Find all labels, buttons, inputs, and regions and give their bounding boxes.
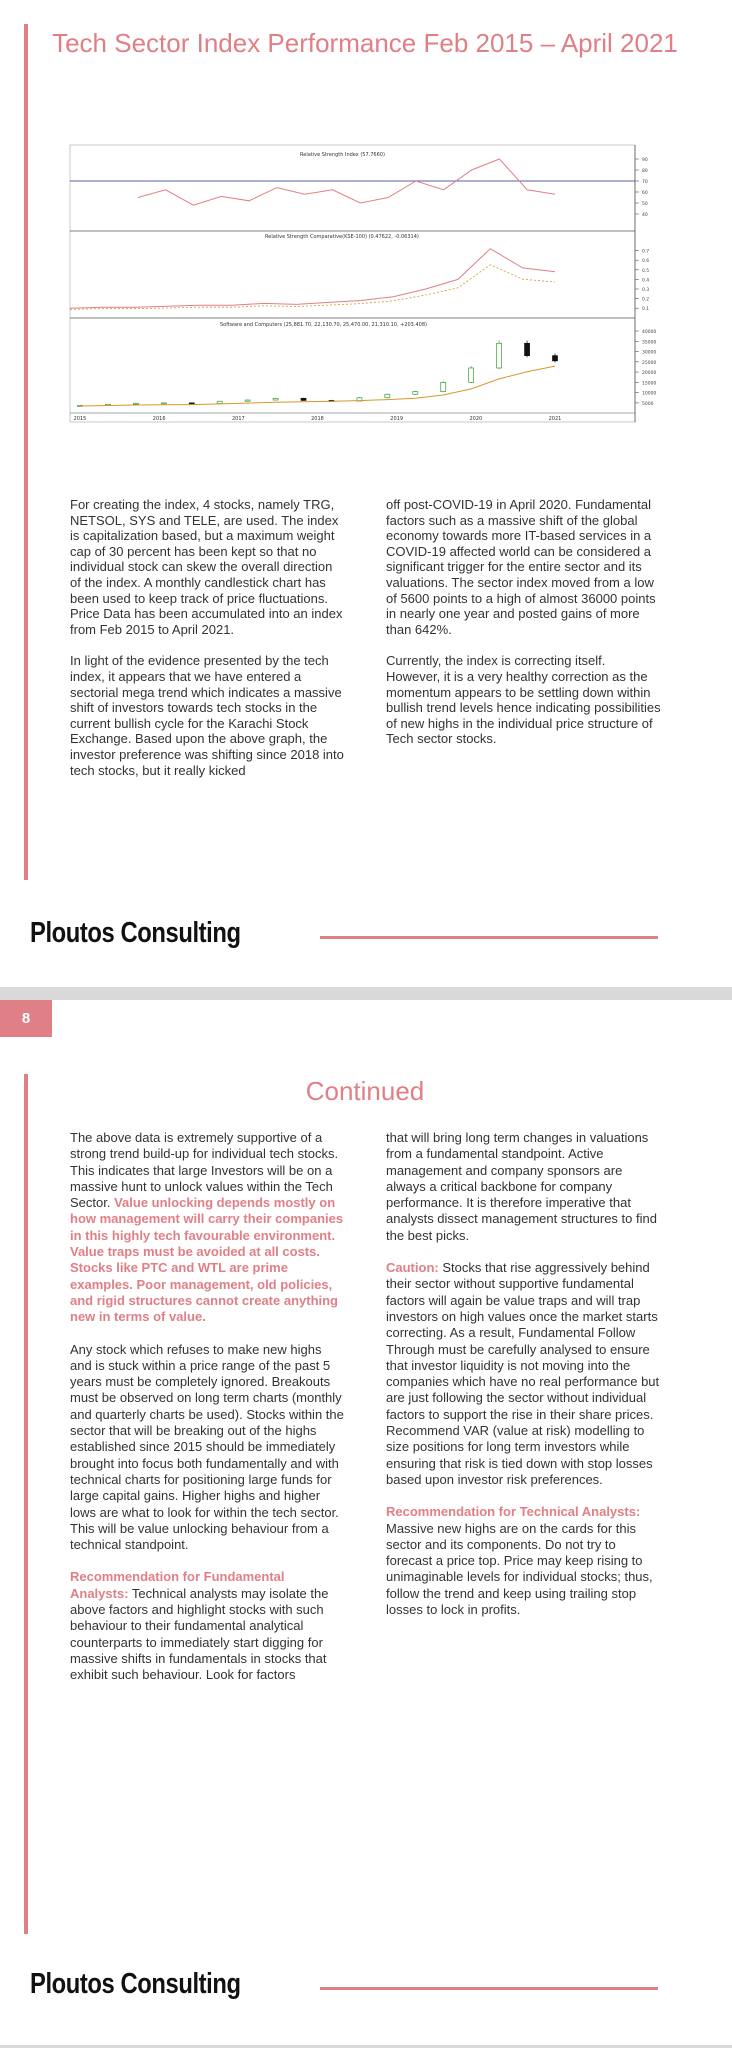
candle <box>413 392 418 395</box>
paragraph-text: The above data is extremely supportive of a strong trend build-up for individual tech stocks. This indicates that large Investors will be on a massive hunt to unlock values within the Tech Sector. <box>70 1130 339 1211</box>
highlight-text: Value unlocking depends mostly on how management will carry their companies in this highly tech favourable environment. Value traps must be avoided at all costs. Stocks like PTC and WTL are prime examples. Poor management, old policies, and rigid structures cannot create anything new in terms of value. <box>70 1195 344 1325</box>
y-tick-label: 0.3 <box>642 288 650 293</box>
price-label: Software and Computers (25,881.70, 22,130.70, 25,470.00, 21,310.10, +203.408) <box>220 322 427 328</box>
technical-label: Recommendation for Technical Analysts: <box>386 1504 641 1520</box>
column-right <box>386 1130 661 1634</box>
candle <box>469 368 474 382</box>
y-tick-label: 5000 <box>642 401 654 407</box>
paragraph: Currently, the index is correcting itself. However, it is a very healthy correction as the momentum appears to be settling down within bullish trend levels hence indicating possibilities of new highs in the individual price structure of Tech sector stocks. <box>386 653 661 747</box>
paragraph-text: Technical analysts may isolate the above factors and highlight stocks with such behaviour to their fundamental analytical counterparts to immediately start digging for massive shifts in fundamentals in stocks that exhibit such behaviour. Look for factors <box>70 1585 329 1683</box>
y-tick-label: 50 <box>642 202 648 207</box>
y-tick-label: 10000 <box>642 391 657 397</box>
brand-logo: Ploutos Consulting <box>30 917 241 949</box>
candle <box>161 403 166 404</box>
y-tick-label: 0.2 <box>642 297 650 303</box>
candle <box>497 343 502 368</box>
column-right <box>386 497 661 763</box>
paragraph: off post-COVID-19 in April 2020. Fundamental factors such as a massive shift of the global economy towards more IT-based services in a COVID-19 affected world can be considered a significant trigger for the entire sector and its valuations. The sector index moved from a low of 5600 points to a high of almost 36000 points in nearly one year and posted gains of more than 642%. <box>386 497 656 637</box>
brand-divider <box>320 1987 658 1990</box>
y-tick-label: 0.4 <box>642 278 650 284</box>
y-tick-label: 70 <box>642 180 648 185</box>
x-tick-label: 2017 <box>231 416 245 422</box>
y-tick-label: 60 <box>642 191 648 196</box>
y-tick-label: 20000 <box>642 371 657 377</box>
y-tick-label: 40 <box>642 213 648 218</box>
x-tick-label: 2020 <box>469 416 483 422</box>
page-one <box>0 0 732 987</box>
page-two <box>0 1000 732 2045</box>
accent-bar <box>24 1074 28 1934</box>
rsc-label: Relative Strength Comparative(KSE-100) (0.47622, -0.06314) <box>265 234 419 240</box>
x-tick-label: 2016 <box>152 416 166 422</box>
page-title: Tech Sector Index Performance Feb 2015 – April 2021 <box>52 28 678 58</box>
tech-index-chart <box>70 145 657 425</box>
caution-label: Caution: <box>386 1260 439 1276</box>
accent-bar <box>24 24 28 880</box>
paragraph: that will bring long term changes in valuations from a fundamental standpoint. Active management and company sponsors are always a critical backbone for company performance. It is therefore imperative that analysts dissect management structures to find the best picks. <box>386 1130 657 1243</box>
y-tick-label: 0.7 <box>642 249 650 255</box>
paragraph-text: Massive new highs are on the cards for this sector and its components. Do not try to forecast a price top. Price may keep rising to unimaginable levels for individual stocks; thus, follow the trend and keep using trailing stop losses to lock in profits. <box>386 1520 653 1618</box>
candle <box>217 401 222 403</box>
candle <box>385 394 390 397</box>
paragraph <box>70 1130 345 1326</box>
x-tick-label: 2018 <box>311 416 324 422</box>
y-tick-label: 0.6 <box>642 259 650 265</box>
y-tick-label: 25000 <box>642 360 657 366</box>
candle <box>441 382 446 391</box>
x-tick-label: 2021 <box>548 416 562 422</box>
paragraph: For creating the index, 4 stocks, namely TRG, NETSOL, SYS and TELE, are used. The index is capitalization based, but a maximum weight cap of 30 percent has been kept so that no individual stock can skew the overall direction of the index. A monthly candlestick chart has been used to keep track of price fluctuations. Price Data has been accumulated into an index from Feb 2015 to April 2021. <box>70 497 343 637</box>
rsi-label: Relative Strength Index (57.7660) <box>300 152 385 158</box>
page-number-badge: 8 <box>0 1000 52 1037</box>
paragraph: In light of the evidence presented by the tech index, it appears that we have entered a sectorial mega trend which indicates a massive shift of investors towards tech stocks in the current bullish cycle for the Karachi Stock Exchange. Based upon the above graph, the investor preference was shifting since 2018 into tech stocks, but it really kicked <box>70 653 344 778</box>
y-tick-label: 35000 <box>642 340 657 346</box>
y-tick-label: 80 <box>642 169 648 174</box>
paragraph <box>70 1569 345 1683</box>
brand-divider <box>320 936 658 939</box>
candle <box>245 400 250 401</box>
fundamental-label: Recommendation for Fundamental Analysts: <box>70 1569 285 1601</box>
y-tick-label: 30000 <box>642 350 657 356</box>
paragraph <box>386 1504 661 1618</box>
page-title: Continued <box>305 1076 425 1106</box>
y-tick-label: 40000 <box>642 330 657 335</box>
column-left <box>70 1130 345 1700</box>
x-tick-label: 2015 <box>73 416 87 422</box>
candle <box>133 403 138 404</box>
candle <box>525 343 530 355</box>
brand-logo: Ploutos Consulting <box>30 1968 241 2000</box>
candle <box>301 398 306 400</box>
candle <box>273 398 278 400</box>
paragraph: Any stock which refuses to make new highs and is stuck within a price range of the past 5 years must be completely ignored. Breakouts must be observed on long term charts (monthly and quarterly charts be used). Stocks within the sector that will be breaking out of the highs established since 2015 should be immediately brought into focus both fundamentally and with technical charts for positioning large funds for large capital gains. Higher highs and higher lows are what to look for within the tech sector. This will be value unlocking behaviour from a technical standpoint. <box>70 1341 344 1553</box>
candle <box>553 356 558 361</box>
y-tick-label: 0.5 <box>642 268 650 274</box>
paragraph-text: Stocks that rise aggressively behind their sector without supportive fundamental factors will again be value traps and will trap investors on high values once the market starts correcting. As a result, Fundamental Follow Through must be carefully analysed to ensure that investor liquidity is not moving into the companies which have no real performance but are just following the sector without individual factors to support the rise in their share prices. Recommend VAR (value at risk) modelling to size positions for long term investors while ensuring that risk is tied down with stop losses based upon investor risk preferences. <box>386 1260 660 1487</box>
paragraph <box>386 1260 661 1488</box>
y-tick-label: 0.1 <box>642 307 650 313</box>
column-left <box>70 497 345 794</box>
y-tick-label: 15000 <box>642 381 657 387</box>
candle <box>189 403 194 404</box>
y-tick-label: 90 <box>642 158 648 163</box>
x-tick-label: 2019 <box>390 416 404 422</box>
